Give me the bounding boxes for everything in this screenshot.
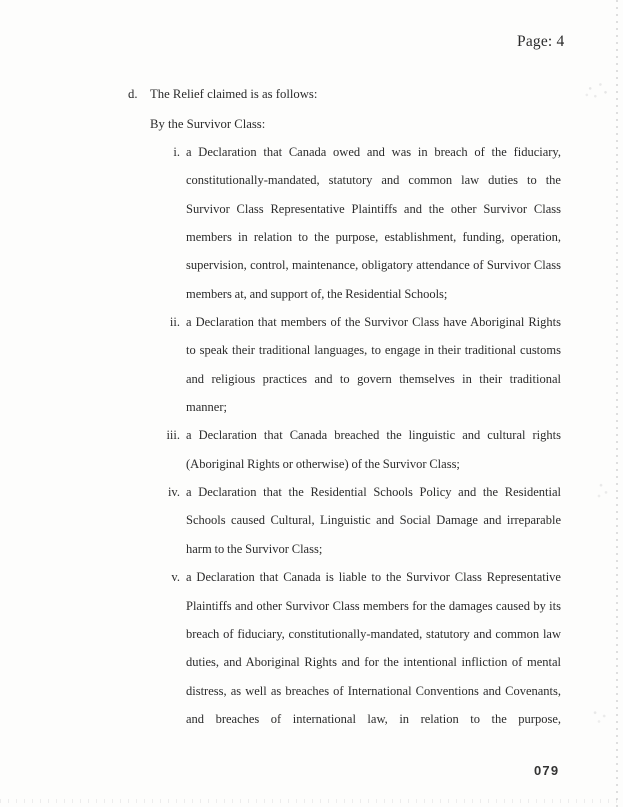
text-line: supervision, control, maintenance, obligatory attendance of Survivor Class — [186, 258, 561, 273]
scan-artifact-speckle — [580, 78, 614, 104]
text-line: distress, as well as breaches of International Conventions and Covenants, — [186, 683, 561, 698]
text-line: a Declaration that members of the Survivor Class have Aboriginal Rights — [186, 315, 561, 330]
relief-list — [150, 138, 562, 733]
scan-edge-artifact — [0, 799, 623, 803]
relief-intro — [128, 87, 317, 102]
text-line: (Aboriginal Rights or otherwise) of the Survivor Class; — [186, 456, 460, 471]
intro-text: The Relief claimed is as follows: — [150, 87, 318, 101]
bates-stamp: 079 — [534, 763, 560, 778]
text-line: a Declaration that Canada owed and was in breach of the fiduciary, — [186, 145, 561, 159]
text-line: Plaintiffs and other Survivor Class members for the damages caused by its — [186, 598, 561, 613]
text-line: members in relation to the purpose, establishment, funding, operation, — [186, 230, 561, 245]
text-line: to speak their traditional languages, to engage in their traditional customs — [186, 343, 561, 358]
text-line: breach of fiduciary, constitutionally-mandated, statutory and common law — [186, 626, 561, 641]
text-line: manner; — [186, 400, 227, 415]
text-line: and religious practices and to govern themselves in their traditional — [186, 371, 561, 386]
text-line: duties, and Aboriginal Rights and for the intentional infliction of mental — [186, 655, 561, 670]
list-item-text — [186, 138, 561, 308]
list-item-text — [186, 563, 561, 733]
text-line: and breaches of international law, in relation to the purpose, — [186, 711, 561, 726]
intro-list-marker: d. — [128, 87, 138, 101]
list-item — [150, 308, 562, 421]
list-item-text — [186, 421, 561, 478]
text-line: a Declaration that the Residential Schools Policy and the Residential — [186, 485, 561, 500]
list-item-text — [186, 478, 561, 563]
page-number-header: Page: 4 — [517, 33, 565, 50]
list-item — [150, 138, 562, 308]
text-line: members at, and support of, the Residential Schools; — [186, 286, 448, 301]
scan-edge-artifact — [616, 0, 618, 807]
text-line: constitutionally-mandated, statutory and common law duties to the — [186, 173, 561, 188]
list-item-marker: ii. — [169, 315, 180, 330]
survivor-class-subheading: By the Survivor Class: — [150, 117, 266, 131]
text-line: harm to the Survivor Class; — [186, 541, 323, 556]
list-item-marker: v. — [171, 570, 180, 585]
list-item — [150, 478, 562, 563]
text-line: Survivor Class Representative Plaintiffs and the other Survivor Class — [186, 201, 561, 216]
scan-artifact-speckle — [593, 478, 613, 502]
text-line: a Declaration that Canada is liable to the Survivor Class Representative — [186, 570, 561, 585]
list-item-marker: iii. — [166, 428, 180, 443]
scan-artifact-speckle — [586, 705, 612, 727]
list-item-text — [186, 308, 561, 421]
list-item-marker: iv. — [167, 485, 180, 500]
text-line: a Declaration that Canada breached the linguistic and cultural rights — [186, 428, 561, 443]
list-item-marker: i. — [173, 145, 180, 159]
list-item — [150, 563, 562, 733]
text-line: Schools caused Cultural, Linguistic and Social Damage and irreparable — [186, 513, 561, 528]
list-item — [150, 421, 562, 478]
